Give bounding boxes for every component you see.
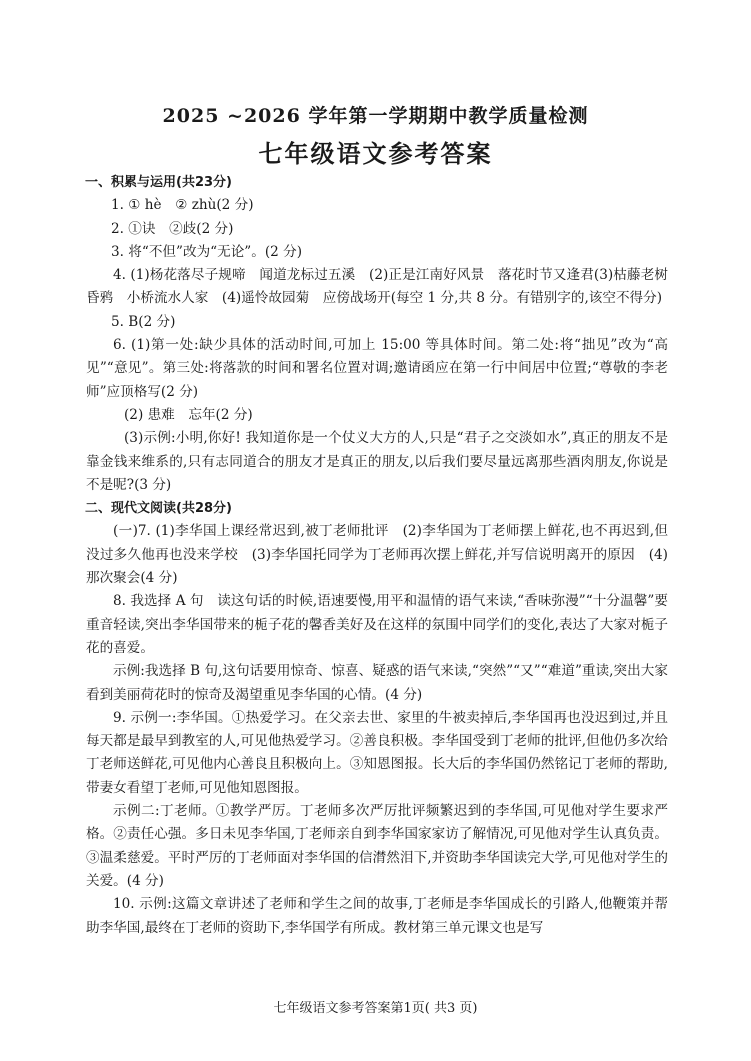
page-footer: 七年级语文参考答案第1页( 共3 页)	[273, 1001, 478, 1016]
answer-q6-part3: (3)示例:小明,你好! 我知道你是一个仗义大方的人,只是“君子之交淡如水”,真正的朋友不是靠金钱来维系的,只有志同道合的朋友才是真正的朋友,以后我们要尽量远离那些酒肉朋友,你说是不是呢?(3 分)	[86, 430, 668, 493]
exam-title: 2025 ~2026 学年第一学期期中教学质量检测	[162, 105, 589, 127]
section-heading-2: 二、现代文阅读(共28分)	[85, 501, 232, 517]
answer-q7: (一)7. (1)李华国上课经常迟到,被丁老师批评 (2)李华国为丁老师摆上鲜花,也不再迟到,但没过多久他再也没来学校 (3)李华国托同学为丁老师再次摆上鲜花,并写信说明离开的原因 (4)那次聚会(4 分)	[86, 523, 668, 587]
answer-q8-option-a: 8. 我选择 A 句 读这句话的时候,语速要慢,用平和温情的语气来读,“香味弥漫”“十分温馨”要重音轻读,突出李华国带来的栀子花的馨香美好及在这样的氛围中同学们的变化,表达了大家对栀子花的喜爱。	[86, 593, 668, 656]
answer-q10: 10. 示例:这篇文章讲述了老师和学生之间的故事,丁老师是李华国成长的引路人,他鞭策并帮助李华国,最终在丁老师的资助下,李华国学有所成。教材第三单元课文也是写	[86, 896, 668, 936]
answer-content	[86, 171, 668, 940]
answer-q9-example-2: 示例二:丁老师。①教学严厉。丁老师多次严厉批评频繁迟到的李华国,可见他对学生要求严格。②责任心强。多日未见李华国,丁老师亲自到李华国家家访了解情况,可见他对学生认真负责。③温柔慈爱。平时严厉的丁老师面对李华国的信潸然泪下,并资助李华国读完大学,可见他对学生的关爱。(4 分)	[86, 803, 668, 889]
answer-q6-part2: (2) 患难 忘年(2 分)	[124, 406, 253, 423]
answer-q9-example-1: 9. 示例一:李华国。①热爱学习。在父亲去世、家里的牛被卖掉后,李华国再也没迟到过,并且每天都是最早到教室的人,可见他热爱学习。②善良积极。李华国受到丁老师的批评,但他仍多次给丁老师送鲜花,可见他内心善良且积极向上。③知恩图报。长大后的李华国仍然铭记丁老师的帮助,带妻女看望丁老师,可见他知恩图报。	[86, 709, 668, 796]
answer-q1: 1. ① hè ② zhù(2 分)	[111, 197, 254, 214]
answer-q8-option-b: 示例:我选择 B 句,这句话要用惊奇、惊喜、疑惑的语气来读,“突然”“又”“难道”重读,突出大家看到美丽荷花时的惊奇及渴望重见李华国的心情。(4 分)	[86, 663, 668, 703]
answer-q4: 4. (1)杨花落尽子规啼 闻道龙标过五溪 (2)正是江南好风景 落花时节又逢君(3)枯藤老树昏鸦 小桥流水人家 (4)遥怜故园菊 应傍战场开(每空 1 分,共 8 分。有错别字的,该空不得分)	[86, 267, 668, 307]
answer-q3: 3. 将“不但”改为“无论”。(2 分)	[111, 243, 303, 260]
section-heading-1: 一、积累与运用(共23分)	[85, 175, 232, 190]
answer-q5: 5. B(2 分)	[111, 313, 176, 330]
answer-title: 七年级语文参考答案	[258, 139, 493, 168]
answer-q6-part1: 6. (1)第一处:缺少具体的活动时间,可加上 15:00 等具体时间。第二处:将“拙见”改为“高见”“意见”。第三处:将落款的时间和署名位置对调;邀请函应在第一行中间居中位置;“尊敬的李老师”应顶格写(2 分)	[86, 337, 668, 400]
answer-q2: 2. ①诀 ②歧(2 分)	[111, 220, 234, 237]
